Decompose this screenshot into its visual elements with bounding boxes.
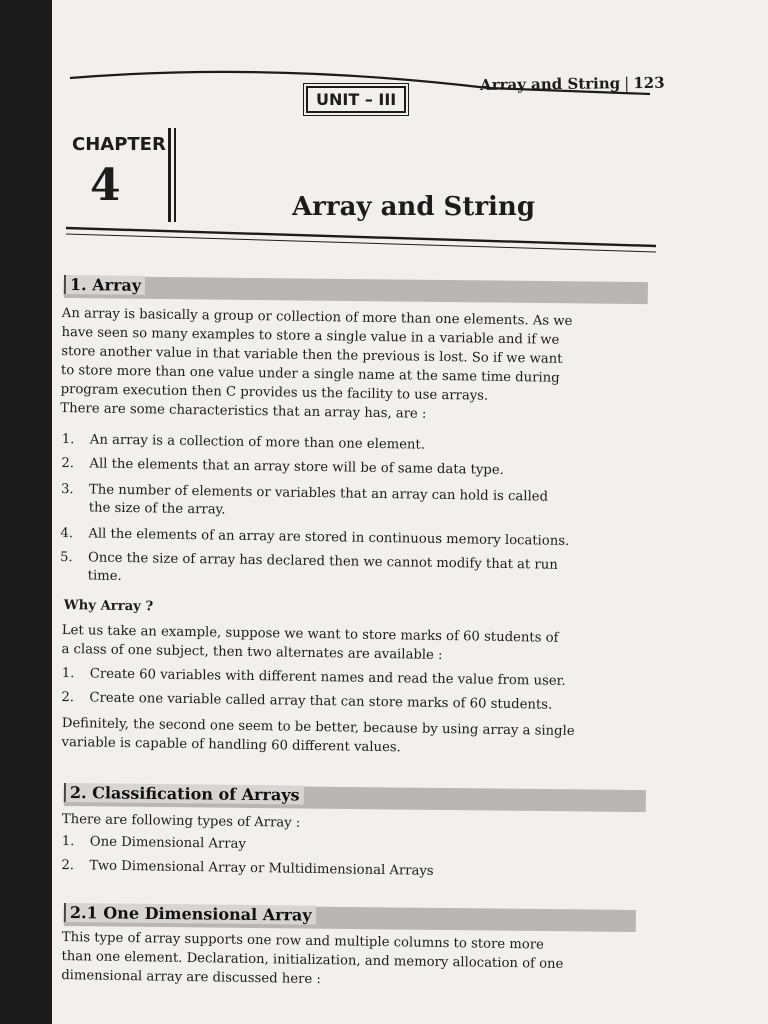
list-item — [62, 664, 662, 692]
chapter-title: Array and String — [292, 192, 536, 222]
list-item-text-continued: the size of the array. — [88, 500, 226, 518]
list-item-text: Two Dimensional Array or Multidimensional Arrays — [89, 858, 434, 879]
list-item-number: 1. — [61, 431, 75, 448]
section-2-1-line: dimensional array are discussed here : — [61, 967, 321, 988]
section-1-heading — [64, 275, 145, 295]
list-item — [60, 524, 660, 552]
list-item-number: 4. — [60, 525, 74, 542]
section-2-1-heading — [64, 903, 316, 925]
list-item — [61, 856, 661, 884]
list-item-text: The number of elements or variables that an array can hold is called — [88, 482, 549, 505]
section-2-1-line: This type of array supports one row and multiple columns to store more — [61, 929, 545, 953]
list-item — [62, 832, 662, 860]
list-item-text: One Dimensional Array — [89, 834, 246, 852]
conclusion-paragraph — [61, 714, 662, 761]
list-item-text-continued: time. — [87, 568, 122, 584]
list-item-text: All the elements of an array are stored in continuous memory locations. — [88, 526, 570, 549]
section-1-heading-text: 1. Array — [64, 275, 145, 295]
book-page — [52, 0, 768, 1024]
running-header-title: Array and String — [479, 74, 621, 94]
running-header — [480, 73, 706, 94]
list-item-number: 2. — [61, 857, 75, 874]
section-2-heading-text: 2. Classification of Arrays — [64, 783, 304, 805]
list-item — [60, 548, 661, 595]
conclusion-line: Definitely, the second one seem to be better, because by using array a single — [61, 715, 575, 740]
why-array-heading: Why Array ? — [63, 597, 154, 615]
why-array-paragraph — [61, 621, 662, 668]
list-item — [61, 688, 661, 716]
conclusion-line: variable is capable of handling 60 different values. — [61, 734, 401, 756]
intro-line: to store more than one value under a single name at the same time during — [60, 362, 560, 386]
chapter-divider-thick — [168, 128, 171, 222]
page-number: 123 — [633, 73, 665, 93]
list-item-text: All the elements that an array store will be of same data type. — [89, 456, 504, 478]
list-item — [62, 430, 662, 458]
section-2-heading — [64, 783, 304, 805]
running-header-separator: | — [624, 74, 630, 93]
list-item-number: 1. — [61, 665, 75, 682]
list-item-number: 2. — [61, 455, 75, 472]
chapter-label: CHAPTER — [72, 134, 166, 155]
characteristics-list — [59, 430, 661, 599]
intro-line: program execution then C provides us the facility to use arrays. — [60, 381, 489, 404]
array-types-list — [61, 832, 662, 887]
intro-line: store another value in that variable then the previous is lost. So if we want — [61, 343, 563, 367]
section-1-heading-bar — [64, 276, 648, 304]
chapter-title-rule — [64, 222, 656, 258]
list-item-text: Create 60 variables with different names and read the value from user. — [89, 666, 566, 689]
list-item — [61, 480, 662, 527]
section-2-1-line: than one element. Declaration, initialization, and memory allocation of one — [61, 948, 564, 972]
list-item-text: Create one variable called array that can store marks of 60 students. — [89, 690, 553, 713]
alternates-list — [61, 664, 662, 719]
intro-line: have seen so many examples to store a single value in a variable and if we — [61, 324, 560, 348]
list-item-number: 2. — [61, 689, 75, 706]
why-line: a class of one subject, then two alternates are available : — [61, 641, 443, 663]
why-line: Let us take an example, suppose we want to store marks of 60 students of — [61, 622, 559, 646]
list-item — [61, 454, 661, 482]
list-item-number: 5. — [59, 549, 73, 566]
list-item-text: An array is a collection of more than one element. — [89, 432, 426, 453]
chapter-divider-thin — [174, 128, 176, 222]
characteristics-intro: There are some characteristics that an array has, are : — [60, 400, 427, 422]
unit-label: UNIT – III — [306, 86, 406, 113]
section-2-1-heading-text: 2.1 One Dimensional Array — [64, 903, 316, 925]
section-2-1-paragraph — [61, 928, 662, 994]
section-1-intro — [60, 304, 662, 427]
section-2-intro: There are following types of Array : — [61, 811, 301, 831]
list-item-number: 3. — [60, 481, 74, 498]
list-item-number: 1. — [61, 833, 75, 850]
chapter-number: 4 — [90, 160, 121, 211]
intro-line: An array is basically a group or collection of more than one elements. As we — [61, 305, 573, 330]
list-item-text: Once the size of array has declared then we cannot modify that at run — [87, 550, 558, 573]
